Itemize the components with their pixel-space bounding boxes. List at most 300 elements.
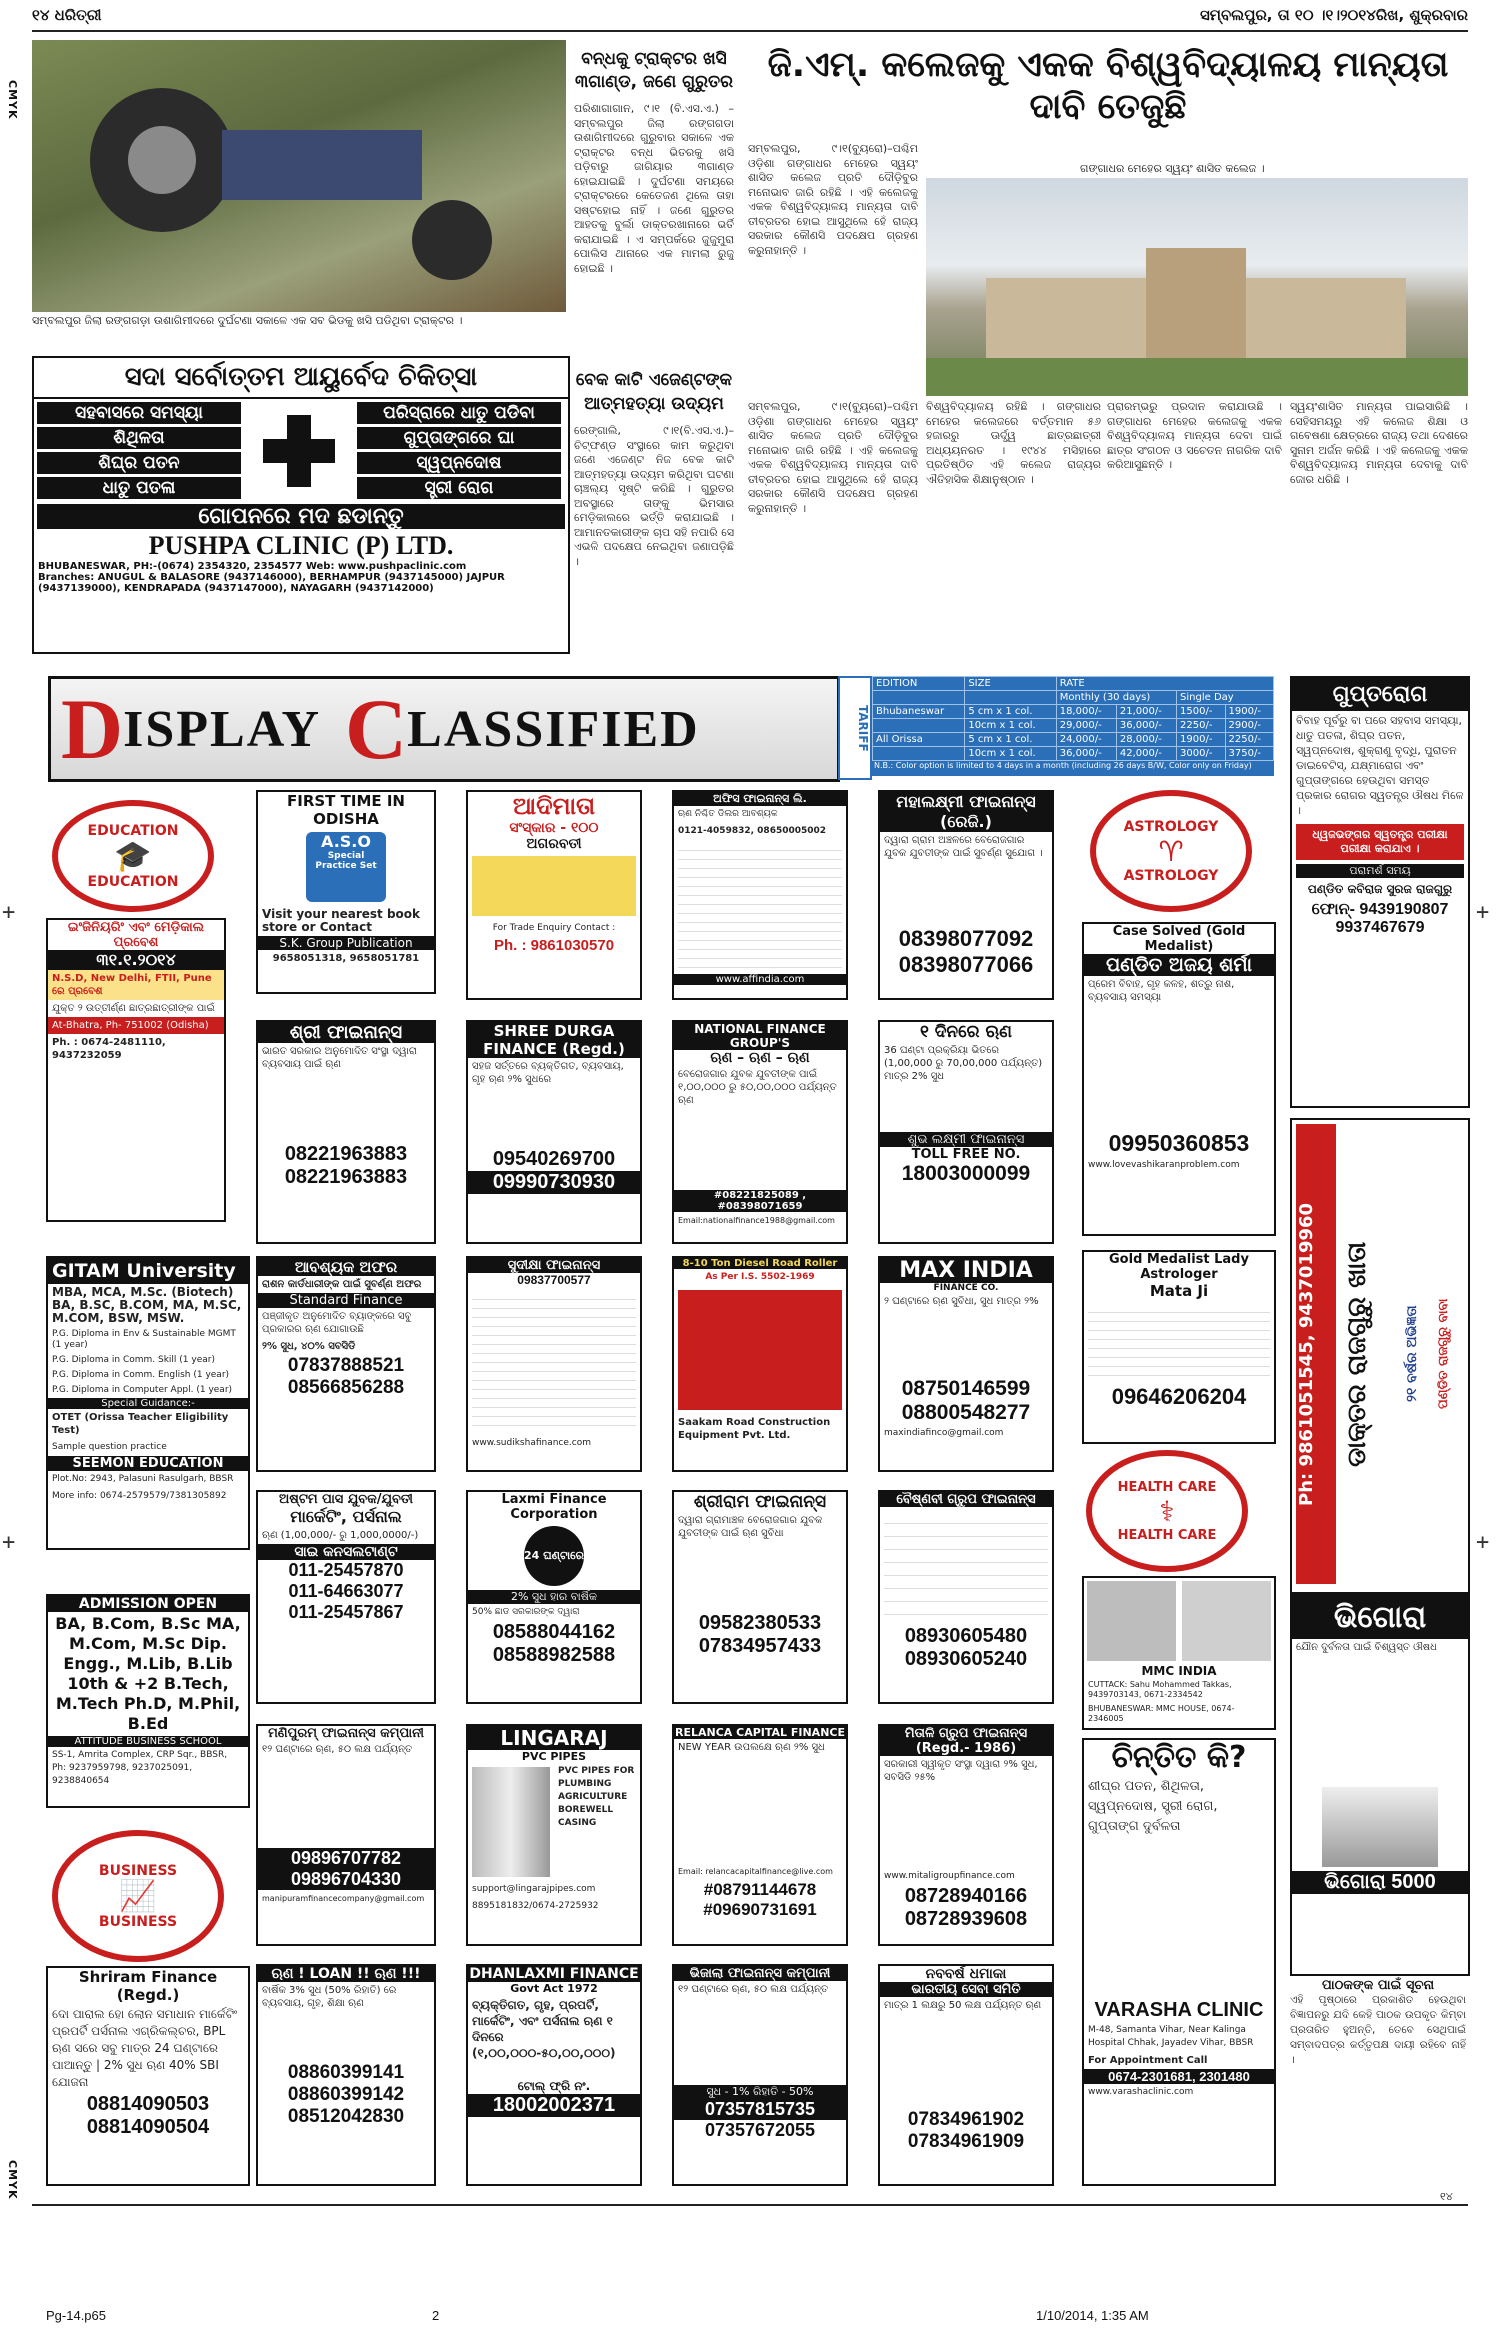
adimata-sub2: ଅଗରବତୀ bbox=[526, 836, 582, 852]
gitam-special: Special Guidance:- bbox=[48, 1398, 248, 1409]
adimata-ad bbox=[466, 790, 642, 1000]
astam-name: ସାଇ କନସଲଟାଣ୍ଟ bbox=[258, 1544, 434, 1560]
readers-note bbox=[1290, 1978, 1466, 2182]
readers-text: ଏହି ପୃଷ୍ଠାରେ ପ୍ରକାଶିତ ହେଉଥିବା ବିଜ୍ଞାପନରୁ ଯଦି କେହି ପାଠକ ଉପକୃତ କିମ୍ବା ପ୍ରତାରିତ ହୁଅନ୍ତି, ତେବେ ସେଥିପାଇଁ ସମ୍ବାଦପତ୍ର କର୍ତ୍ତୃପକ୍ଷ ଦାୟୀ ରହିବେ ନାହିଁ । bbox=[1290, 1994, 1466, 2066]
cmyk-mark-top: CMYK bbox=[6, 80, 19, 120]
sriram-finance-phone: 07834957433 bbox=[698, 1635, 822, 1657]
laxmi-phone: 08588044162 bbox=[492, 1621, 616, 1643]
pushpa-contact: BHUBANESWAR, PH:-(0674) 2354320, 2354577 Web: www.pushpaclinic.com bbox=[38, 561, 467, 572]
rate-cell: 5 cm x 1 col. bbox=[965, 733, 1056, 747]
sri-finance-phone: 08221963883 bbox=[284, 1143, 408, 1165]
pushpa-branches: Branches: ANUGUL & BALASORE (9437146000), BERHAMPUR (9437145000) JAJPUR (9437139000), KENDRAPADA (9437147000), NAYAGARH (9437142000) bbox=[38, 572, 505, 594]
bhigora-title: ଭିଗୋରା bbox=[1292, 1596, 1468, 1639]
mahalaxmi-title: ମହାଲକ୍ଷ୍ମୀ ଫାଇନାନ୍ସ (ରେଜି.) bbox=[880, 792, 1052, 832]
rate-table bbox=[872, 676, 1274, 761]
manipuram-phone: 09896707782 bbox=[258, 1848, 434, 1869]
mitali-phone: 08728940166 bbox=[904, 1885, 1028, 1907]
varasha-name: VARASHA CLINIC bbox=[1094, 1999, 1264, 2021]
adimata-text: For Trade Enquiry Contact : bbox=[492, 923, 616, 933]
loan-offer-phone: 08512042830 bbox=[287, 2106, 405, 2127]
shriram-title: Shriram Finance (Regd.) bbox=[78, 1968, 218, 2004]
dhanlaxmi-phone: 18002002371 bbox=[468, 2094, 640, 2117]
bhijala-text2: ସୁଧ - 1% ରିହାତି - 50% bbox=[674, 2085, 846, 2099]
case-solved-phone: 09950360853 bbox=[1108, 1130, 1250, 1156]
gitam-list-item: P.G. Diploma in Computer Appl. (1 year) bbox=[52, 1385, 233, 1395]
pushpa-left-item: ଧାତୁ ପତଳା bbox=[37, 477, 241, 499]
vaishnavi-phone: 08930605480 bbox=[904, 1625, 1028, 1647]
first-time-phone: 9658051318, 9658051781 bbox=[272, 953, 420, 964]
astam-phone: 011-25457870 bbox=[288, 1560, 404, 1580]
banner-display: ISPLAY bbox=[123, 700, 322, 758]
hindi-ad-text: N.S.D, New Delhi, FTII, Pune ରେ ପ୍ରବେଶ bbox=[48, 970, 224, 1000]
gitam-title: GITAM University bbox=[48, 1258, 248, 1284]
incense-pack-illustration bbox=[472, 856, 636, 916]
story1-body: ପରିଶାଗାଗାନ, ୯।୧ (ବି.ଏସ.ଏ.) – ସମ୍ବଲପୁର ଜିଲା ରଙ୍ଗଗଡା ଉଶାଗିମୀଦରେ ଗୁରୁବାର ସକାଳେ ଏକ ଟ୍ରାକ୍ଟର ବନ୍ଧ ଭିତରକୁ ଖସି ପଡ଼ିବାରୁ ଜାଗିୟାର ୩ଗାଣ୍ଡ ହୋଇଯାଇଛି । ଦୁର୍ଘଟଣା ସମୟରେ ଟ୍ରାକ୍ଟରରେ କେତେଜଣ ଥିଲେ ତାହା ସଷ୍ଟହୋଇ ନାହିଁ । ଜଣେ ଗୁରୁତର ଆହତକୁ ବୁର୍ଲା ଡାକ୍ତରଖାନାରେ ଭର୍ତି କରାଯାଇଛି । ଏ ସମ୍ପର୍କରେ ଜୁଜୁମୁରା ପୋଲିସ ଥାନାରେ ଏକ ମାମଲା ରୁଜୁ ହୋଇଛି । bbox=[574, 102, 734, 275]
hindi-education-ad bbox=[46, 918, 226, 1222]
shree-durga-text: ସହଜ ସର୍ତ୍ତରେ ବ୍ୟକ୍ତିଗତ, ବ୍ୟବସାୟ, ଗୃହ ଋଣ ୨% ସୁଧରେ bbox=[472, 1061, 624, 1085]
rate-cell: 28,000/- bbox=[1116, 733, 1176, 747]
dhanlaxmi-ad bbox=[466, 1964, 642, 2186]
road-roller-name: Saakam Road Construction Equipment Pvt. Ltd. bbox=[678, 1417, 831, 1441]
college-photo bbox=[926, 178, 1468, 396]
admission-courses: BA, B.Com, B.Sc MA, M.Com, M.Sc Dip. Engg., M.Lib, B.Lib 10th & +2 B.Tech, M.Tech Ph.D, M.Phil, B.Ed bbox=[55, 1614, 241, 1733]
rate-cell: 3750/- bbox=[1225, 747, 1274, 761]
alphabet-ad bbox=[672, 790, 848, 1000]
max-india-text: ୨ ଘଣ୍ଟାରେ ଋଣ ସୁବିଧା, ସୁଧ ମାତ୍ର ୨% bbox=[884, 1296, 1039, 1307]
gold-medalist-title: Gold Medalist Lady Astrologer bbox=[1109, 1252, 1249, 1282]
banner-c: C bbox=[345, 681, 408, 777]
gitam-addr: Plot.No: 2943, Palasuni Rasulgarh, BBSR bbox=[52, 1474, 234, 1484]
national-finance-ad bbox=[672, 1020, 848, 1244]
varasha-phone: 0674-2301681, 2301480 bbox=[1084, 2069, 1274, 2084]
chintit-text: ଶୀଘ୍ର ପତନ, ଶିଥିଳତା, ସ୍ୱପ୍ନଦୋଷ, ସ୍ତ୍ରୀ ରୋଗ, ଗୁପ୍ତାଙ୍ଗ ଦୁର୍ବଳତା bbox=[1088, 1779, 1218, 1834]
hindi-ad-phone: Ph. : 0674-2481110, 9437232059 bbox=[52, 1037, 166, 1061]
case-solved-name: ପଣ୍ଡିତ ଅଜୟ ଶର୍ମା bbox=[1084, 954, 1274, 976]
road-roller-ad bbox=[672, 1256, 848, 1472]
dhanlaxmi-phone-label: ଟୋଲ୍ ଫ୍ରି ନଂ. bbox=[517, 2079, 591, 2093]
mahalaxmi-phone: 08398077066 bbox=[898, 952, 1034, 977]
pushpa-clinic-ad bbox=[32, 356, 570, 654]
sriram-finance-title: ଶ୍ରୀରାମ ଫାଇନାନ୍ସ bbox=[693, 1492, 827, 1512]
shree-durga-phone: 09990730930 bbox=[468, 1171, 640, 1194]
crop-mark-left-2: + bbox=[2, 1530, 16, 1555]
manipuram-ad bbox=[256, 1724, 436, 1946]
astrology-title: ASTROLOGY bbox=[1123, 818, 1219, 835]
banner-d: D bbox=[61, 681, 124, 777]
nababarsha-phone: 07834961909 bbox=[907, 2131, 1025, 2152]
rate-row bbox=[873, 733, 1274, 747]
gitam-courses: MBA, MCA, M.Sc. (Biotech) BA, B.SC, B.COM, MA, M.SC, M.COM, BSW, MSW. bbox=[52, 1285, 242, 1325]
aabashyak-phone: 07837888521 bbox=[287, 1355, 405, 1376]
gitam-list-item: P.G. Diploma in Comm. Skill (1 year) bbox=[52, 1355, 215, 1365]
bhijala-phone: 07357815735 bbox=[674, 2099, 846, 2120]
mmc-text: CUTTACK: Sahu Mohammed Takkas, 9439703143, 0671-2334542 bbox=[1088, 1680, 1232, 1699]
sriram-finance-text: ଦ୍ୱାରା ଗ୍ରାମାଞ୍ଚଳ ବେରୋଜଗାର ଯୁବକ ଯୁବତୀଙ୍କ ପାଇଁ ଋଣ ସୁବିଧା bbox=[678, 1515, 823, 1539]
shree-durga-ad bbox=[466, 1020, 642, 1244]
chart-growth-icon: 📈 bbox=[119, 1878, 157, 1914]
shriram-regd-ad bbox=[46, 1966, 250, 2186]
medicine-bottle-icon bbox=[1322, 1787, 1438, 1867]
bhigora-text: ଯୌନ ଦୁର୍ବଳତା ପାଇଁ ବିଶ୍ୱସ୍ତ ଔଷଧ bbox=[1296, 1642, 1437, 1653]
rate-row bbox=[873, 705, 1274, 719]
vaishnavi-list bbox=[884, 1511, 1048, 1621]
one-day-loan-ad bbox=[878, 1020, 1054, 1244]
crop-mark-left: + bbox=[2, 900, 16, 925]
shriram-phone: 08814090503 bbox=[86, 2093, 210, 2115]
health-care-title: HEALTH CARE bbox=[1117, 1479, 1217, 1495]
gupta-doctor: ପଣ୍ଡିତ କବିରାଜ ସୁରଜ ରାଜଗୁରୁ bbox=[1307, 882, 1453, 896]
alphabet-web: www.affindia.com bbox=[674, 974, 846, 985]
max-india-email: maxindiafinco@gmail.com bbox=[884, 1428, 1004, 1438]
story1-headline: ବନ୍ଧକୁ ଟ୍ରାକ୍ଟର ଖସି ୩ଗାଣ୍ଡ, ଜଣେ ଗୁରୁତର bbox=[574, 49, 734, 92]
pipe-icon bbox=[472, 1767, 550, 1877]
rate-head: EDITION bbox=[873, 677, 965, 691]
astam-phone: 011-25457867 bbox=[288, 1602, 404, 1622]
rate-cell: 10cm x 1 col. bbox=[965, 747, 1056, 761]
business-sub: BUSINESS bbox=[98, 1913, 178, 1930]
rate-cell: 5 cm x 1 col. bbox=[965, 705, 1056, 719]
mmc-title: MMC INDIA bbox=[1141, 1664, 1217, 1678]
aso-badge bbox=[306, 832, 386, 902]
rate-cell: 1500/- bbox=[1177, 705, 1225, 719]
laxmi-text: 2% ସୁଧ ହାର ବାର୍ଷିକ bbox=[468, 1590, 640, 1604]
varasha-clinic-ad bbox=[1082, 1738, 1276, 2186]
one-day-phone-label: TOLL FREE NO. bbox=[911, 1147, 1021, 1162]
medical-cross-icon bbox=[244, 399, 354, 502]
manipuram-email: manipuramfinancecompany@gmail.com bbox=[262, 1894, 425, 1903]
gupta-body: ବିବାହ ପୂର୍ବରୁ ବା ପରେ ସହବାସ ସମସ୍ୟା, ଧାତୁ ପତଳା, ଶିଘ୍ର ପତନ, ସ୍ୱପ୍ନଦୋଷ, ଶୁକ୍ରାଣୁ ବୃଦ୍ଧି, ପୁରାତନ ଡାଇବେଟିସ୍, ଯକ୍ଷ୍ମାରୋଗ ଏବଂ ଗୁପ୍ତାଙ୍ଗରେ ହେଉଥିବା ସମସ୍ତ ପ୍ରକାର ରୋଗର ସ୍ୱତନ୍ତ୍ର ଔଷଧ ମିଳେ । bbox=[1296, 714, 1464, 817]
page-header bbox=[32, 0, 1468, 32]
person-photo bbox=[1087, 1581, 1176, 1661]
bhijala-ad bbox=[672, 1964, 848, 2186]
bottom-rule bbox=[32, 2204, 1468, 2206]
bhigora-ad bbox=[1290, 1594, 1470, 1976]
pushpa-right-item: ସ୍ୱପ୍ନଦୋଷ bbox=[357, 452, 561, 474]
national-title: NATIONAL FINANCE GROUP'S bbox=[674, 1022, 846, 1050]
first-time-ad bbox=[256, 790, 436, 994]
bhigora-phone: ଭିଗୋରା 5000 bbox=[1292, 1871, 1468, 1894]
shree-durga-phone: 09540269700 bbox=[492, 1148, 616, 1170]
banner-classified: LASSIFIED bbox=[407, 700, 700, 758]
gold-medalist-list bbox=[1088, 1304, 1270, 1380]
mitali-title: ମିତାଳି ଗ୍ରୁପ ଫାଇନାନ୍ସ (Regd.- 1986) bbox=[880, 1726, 1052, 1756]
varasha-addr: M-48, Samanta Vihar, Near Kalinga Hospital Chhak, Jayadev Vihar, BBSR bbox=[1088, 2025, 1254, 2048]
rate-cell: 29,000/- bbox=[1056, 719, 1116, 733]
sudiksha-phone: 09837700577 bbox=[517, 1273, 591, 1287]
rate-cell: 24,000/- bbox=[1056, 733, 1116, 747]
rate-cell: 3000/- bbox=[1177, 747, 1225, 761]
gupta-slogan: ଧ୍ୱଜଭଙ୍ଗର ସ୍ୱତନ୍ତ୍ର ପରୀକ୍ଷା ପରୀକ୍ଷା କରାଯାଏ । bbox=[1296, 824, 1464, 860]
mahalaxmi-phone: 08398077092 bbox=[898, 926, 1034, 951]
dhanlaxmi-text: ବ୍ୟକ୍ତିଗତ, ଗୃହ, ପ୍ରପର୍ଟି, ମାର୍କେଟିଂ, ଏବଂ ପର୍ସନାଲ ଋଣ ୧ ଦିନରେ (୧,୦୦,୦୦୦-୫୦,୦୦,୦୦୦) bbox=[472, 1998, 616, 2060]
nababarsha-text: ମାତ୍ର 1 ଲକ୍ଷରୁ 50 ଲକ୍ଷ ପର୍ଯ୍ୟନ୍ତ ଋଣ bbox=[884, 2000, 1042, 2011]
astam-pass-ad bbox=[256, 1490, 436, 1704]
national-sub: ଋଣ – ଋଣ – ଋଣ bbox=[710, 1050, 810, 1066]
mahalaxmi-ad bbox=[878, 790, 1054, 1000]
nababarsha-ad bbox=[878, 1964, 1054, 2186]
nababarsha-title: ନବବର୍ଷ ଧମାକା bbox=[925, 1966, 1007, 1982]
admission-org: ATTITUDE BUSINESS SCHOOL bbox=[48, 1736, 248, 1747]
laxmi-phone: 08588982588 bbox=[492, 1644, 616, 1666]
pushpa-name: PUSHPA CLINIC (P) LTD. bbox=[148, 531, 454, 560]
page-footer bbox=[0, 2296, 1500, 2334]
story3-headline: ବେକ କାଟି ଏଜେଣ୍ଟଙ୍କ ଆତ୍ମହତ୍ୟା ଉଦ୍ୟମ bbox=[575, 370, 733, 414]
person-photo bbox=[1182, 1581, 1271, 1661]
mitali-ad bbox=[878, 1724, 1054, 1946]
gold-medalist-name: Mata Ji bbox=[1149, 1282, 1209, 1300]
chintit-title: ଚିନ୍ତିତ କି? bbox=[1111, 1740, 1247, 1775]
case-solved-web: www.lovevashikaranproblem.com bbox=[1088, 1160, 1240, 1170]
rajguru-phones: Ph: 9861051545, 9437019960 bbox=[1296, 1124, 1336, 1584]
sudiksha-title: ସୁଦୀକ୍ଷା ଫାଇନାନ୍ସ bbox=[468, 1258, 640, 1273]
road-roller-icon bbox=[678, 1290, 842, 1410]
astrology-sub: ASTROLOGY bbox=[1123, 867, 1219, 884]
caduceus-icon: ⚕ bbox=[1159, 1494, 1175, 1528]
rajguru-ad bbox=[1290, 1118, 1470, 1594]
rate-row bbox=[873, 719, 1274, 733]
sudiksha-phone-list bbox=[472, 1291, 636, 1431]
pushpa-left-item: ସହବାସରେ ସମସ୍ୟା bbox=[37, 402, 241, 424]
varasha-web: www.varashaclinic.com bbox=[1088, 2087, 1194, 2097]
pushpa-right-item: ସ୍ତ୍ରୀ ରୋଗ bbox=[357, 477, 561, 499]
mahalaxmi-text: ଦ୍ୱାରା ଗ୍ରାମ ଅଞ୍ଚଳରେ ବେରୋଜଗାର ଯୁବକ ଯୁବତୀଙ୍କ ପାଇଁ ସୁବର୍ଣ୍ଣ ସୁଯୋଗ । bbox=[884, 835, 1043, 859]
rate-cell: Bhubaneswar bbox=[873, 705, 965, 719]
astam-title: ଅଷ୍ଟମ ପାସ ଯୁବକ/ଯୁବତୀ bbox=[279, 1492, 413, 1507]
case-solved-title: Case Solved (Gold Medalist) bbox=[1112, 924, 1246, 954]
case-solved-ad bbox=[1082, 922, 1276, 1236]
sudiksha-ad bbox=[466, 1256, 642, 1472]
rate-row bbox=[873, 747, 1274, 761]
crop-mark-right-2: + bbox=[1476, 1530, 1490, 1555]
laxmi-finance-ad bbox=[466, 1490, 642, 1704]
lingaraj-sub: PVC PIPES bbox=[521, 1750, 587, 1763]
nababarsha-phone: 07834961902 bbox=[907, 2109, 1025, 2130]
bhijala-title: ଭିଜାଲା ଫାଇନାନ୍ସ କମ୍ପାନୀ bbox=[674, 1966, 846, 1981]
bhijala-phone: 07357672055 bbox=[704, 2120, 816, 2140]
gitam-list-item: P.G. Diploma in Comm. English (1 year) bbox=[52, 1370, 230, 1380]
admission-title: ADMISSION OPEN bbox=[48, 1596, 248, 1612]
graduation-cap-icon: 🎓 bbox=[114, 838, 152, 874]
alphabet-text: ଋଣ ନିଶ୍ଚିତ ଡିଲର ଆବଶ୍ୟକ bbox=[678, 809, 778, 819]
max-india-title: MAX INDIA bbox=[880, 1258, 1052, 1283]
cmyk-mark-bottom: CMYK bbox=[6, 2160, 19, 2200]
one-day-title: ୧ ଦିନରେ ଋଣ bbox=[919, 1022, 1013, 1042]
story2-col2: ବିଶ୍ୱବିଦ୍ୟାଳୟ ରହିଛି । ଗଙ୍ଗାଧର ମେହେର କଲେଜରେ ବର୍ତ୍ତମାନ ୫୬ ହଜାରରୁ ଊର୍ଦ୍ଧ୍ୱ ଛାତ୍ରଛାତ୍ରୀ ଅଧ୍ୟୟନରତ । ୧୯୪୪ ମସିହାରେ ପ୍ରତିଷ୍ଠିତ ଏହି କଲେଜ ରାଜ୍ୟର ଐତିହାସିକ ଶିକ୍ଷାନୁଷ୍ଠାନ । bbox=[926, 400, 1101, 486]
footer-page: 2 bbox=[432, 2308, 440, 2323]
rate-cell: 1900/- bbox=[1177, 733, 1225, 747]
astrology-emblem bbox=[1090, 790, 1252, 912]
rate-cell: 2900/- bbox=[1225, 719, 1274, 733]
manipuram-phone: 09896704330 bbox=[258, 1869, 434, 1890]
footer-file: Pg-14.p65 bbox=[46, 2308, 106, 2323]
gold-medalist-phone: 09646206204 bbox=[1111, 1384, 1247, 1409]
vaishnavi-title: ବୈଷ୍ଣବୀ ଗ୍ରୁପ ଫାଇନାନ୍ସ bbox=[880, 1492, 1052, 1507]
pushpa-right-item: ଗୁପ୍ତାଙ୍ଗରେ ଘା bbox=[357, 427, 561, 449]
mmc-india-ad bbox=[1082, 1576, 1276, 1730]
gupta-phone: ଫୋନ୍- 9439190807 bbox=[1311, 901, 1449, 918]
loan-offer-ad bbox=[256, 1964, 436, 2186]
story2-col4: ସ୍ୱୟଂଶାସିତ ମାନ୍ୟତା ପାଇସାରିଛି । ସେହିସମୟରୁ ଏହି କଲେଜ ଶିକ୍ଷା ଓ ଗବେଷଣା କ୍ଷେତ୍ରରେ ରାଜ୍ୟ ତଥା ଦେଶରେ ସୁନାମ ଅର୍ଜନ କରିଛି । ଏହି କଲେଜକୁ ଏକକ ବିଶ୍ୱବିଦ୍ୟାଳୟ ମାନ୍ୟତା ଦେବାକୁ ଦାବି ଜୋର ଧରିଛି । bbox=[1290, 400, 1468, 486]
one-day-phone: 18003000099 bbox=[901, 1162, 1031, 1185]
vaishnavi-phone: 08930605240 bbox=[904, 1648, 1028, 1670]
story2-col1: ସମ୍ବଲପୁର, ୯।୧(ବ୍ୟୁରୋ)–ପଶ୍ଚିମ ଓଡ଼ିଶା ଗଙ୍ଗାଧର ମେହେର ସ୍ୱୟଂ ଶାସିତ କଲେଜ ପ୍ରତି ଦୌଡ଼ିବୁର ମନୋଭାବ ଜାରି ରହିଛି । ଏହି କଲେଜକୁ ଏକକ ବିଶ୍ୱବିଦ୍ୟାଳୟ ମାନ୍ୟତା ଦାବି ତୀବ୍ରତର ହୋଇ ଆସୁଥିଲେ ହେଁ ରାଜ୍ୟ ସରକାର କୌଣସି ପଦକ୍ଷେପ ଗ୍ରହଣ କରୁନାହାନ୍ତି । bbox=[748, 142, 918, 257]
tractor-illustration bbox=[32, 40, 566, 312]
sudiksha-web: www.sudikshafinance.com bbox=[472, 1438, 592, 1448]
story1-caption: ସମ୍ବଲପୁର ଜିଲା ରଙ୍ଗଗଡ଼ା ଉଶାଗିମୀଦରେ ଦୁର୍ଘଟଣା ସକାଳେ ଏକ ସବ ଭିଡକୁ ଖସି ପଡିଥିବା ଟ୍ରାକ୍ଟର । bbox=[32, 314, 463, 327]
admission-ad bbox=[46, 1594, 250, 1808]
lingaraj-title: LINGARAJ bbox=[468, 1726, 640, 1750]
rate-cell: 36,000/- bbox=[1116, 719, 1176, 733]
rate-sub: Monthly (30 days) bbox=[1056, 691, 1176, 705]
zodiac-icon: ♈ bbox=[1158, 834, 1184, 868]
sriram-finance-phone: 09582380533 bbox=[698, 1612, 822, 1634]
loan-offer-text: ବାର୍ଷିକ 3% ସୁଧ (50% ରିହାତି) ରେ ବ୍ୟବସାୟ, ଗୃହ, ଶିକ୍ଷା ଋଣ bbox=[262, 1985, 397, 2009]
gupta-phone: 9937467679 bbox=[1335, 919, 1425, 936]
date-line: ସମ୍ବଲପୁର, ତା ୧୦ ।୧।୨୦୧୪ରିଖ, ଶୁକ୍ରବାର bbox=[1199, 6, 1468, 24]
gitam-ad bbox=[46, 1256, 250, 1550]
rate-cell: 36,000/- bbox=[1056, 747, 1116, 761]
tractor-accident-photo bbox=[32, 40, 566, 312]
adimata-title: ଆଦିମାତା bbox=[512, 792, 596, 820]
shree-durga-title: SHREE DURGA FINANCE (Regd.) bbox=[468, 1022, 640, 1058]
gold-medalist-ad bbox=[1082, 1250, 1276, 1444]
lingaraj-text: PVC PIPES FOR PLUMBING AGRICULTURE BOREWELL CASING bbox=[558, 1766, 635, 1828]
rate-sub: Single Day bbox=[1177, 691, 1274, 705]
story3-body: ରେଙ୍ଗାଲି, ୯।୧(ବି.ଏସ.ଏ.)–ଚିଟ୍‌ଫଣ୍ଡ ସଂସ୍ଥାରେ କାମ କରୁଥିବା ଜଣେ ଏଜେଣ୍ଟ ନିଜ ବେକ କାଟି ଆତ୍ମହତ୍ୟା ଉଦ୍ୟମ କରିଥିବା ଘଟଣା ଚାଞ୍ଚଲ୍ୟ ସୃଷ୍ଟି କରିଛି । ଗୁରୁତର ଅବସ୍ଥାରେ ତାଙ୍କୁ ଭିମସାର ମେଡ଼ିକାଲରେ ଭର୍ତ୍ତି କରାଯାଇଛି । ଆମାନତକାରୀଙ୍କ ଚାପ ସହି ନପାରି ସେ ଏଭଳି ପଦକ୍ଷେପ ନେଇଥିବା ଜଣାପଡ଼ିଛି । bbox=[574, 424, 734, 568]
story2-col1b: ସମ୍ବଲପୁର, ୯।୧(ବ୍ୟୁରୋ)–ପଶ୍ଚିମ ଓଡ଼ିଶା ଗଙ୍ଗାଧର ମେହେର ସ୍ୱୟଂ ଶାସିତ କଲେଜ ପ୍ରତି ଦୌଡ଼ିବୁର ମନୋଭାବ ଜାରି ରହିଛି । ଏହି କଲେଜକୁ ଏକକ ବିଶ୍ୱବିଦ୍ୟାଳୟ ମାନ୍ୟତା ଦାବି ତୀବ୍ରତର ହୋଇ ଆସୁଥିଲେ ହେଁ ରାଜ୍ୟ ସରକାର କୌଣସି ପଦକ୍ଷେପ ଗ୍ରହଣ କରୁନାହାନ୍ତି । bbox=[748, 400, 918, 515]
story2-col3: ପ୍ରାରମ୍ଭରୁ ପ୍ରଦାନ କରାଯାଉଛି । ଗଙ୍ଗାଧର ମେହେର କଲେଜକୁ ଏକକ ବିଶ୍ୱବିଦ୍ୟାଳୟ ମାନ୍ୟତା ଦେବା ପାଇଁ ଛାତ୍ର ସଂଗଠନ ଓ ସଚେତନ ନାଗରିକ ଦାବି କରିଆସୁଛନ୍ତି । bbox=[1107, 400, 1282, 471]
admission-addr: SS-1, Amrita Complex, CRP Sqr., BBSR, Ph: 9237959798, 9237025091, 9238840654 bbox=[52, 1750, 228, 1786]
page-number: ୧୪ ଧରିତ୍ରୀ bbox=[32, 6, 102, 24]
rate-head: RATE bbox=[1056, 677, 1273, 691]
lingaraj-ad bbox=[466, 1724, 642, 1946]
national-email: Email:nationalfinance1988@gmail.com bbox=[678, 1216, 835, 1225]
rajguru-sub: ୨୧ ବର୍ଷର ଅଭିଜ୍ଞତା bbox=[1404, 1305, 1420, 1403]
nababarsha-sub: ଭାରତୀୟ ସେବା ସମିତି bbox=[880, 1982, 1052, 1997]
rate-cell: All Orissa bbox=[873, 733, 965, 747]
mitali-web: www.mitaligroupfinance.com bbox=[884, 1871, 1015, 1881]
loan-offer-phone: 08860399141 bbox=[287, 2062, 405, 2083]
hindi-ad-text2: ଯୁକ୍ତ ୨ ଉତ୍ତୀର୍ଣ୍ଣ ଛାତ୍ରଛାତ୍ରୀଙ୍କ ପାଇଁ bbox=[52, 1003, 215, 1014]
hindi-ad-title: ଇଂଜିନିୟରିଂ ଏବଂ ମେଡ଼ିକାଲ ପ୍ରବେଶ bbox=[67, 920, 205, 950]
aso-badge-sub: Special Practice Set bbox=[315, 851, 377, 871]
relanca-phone: #08791144678 bbox=[703, 1880, 817, 1899]
bhijala-text: ୧୨ ଘଣ୍ଟାରେ ଋଣ, ୫୦ ଲକ୍ଷ ପର୍ଯ୍ୟନ୍ତ bbox=[678, 1984, 829, 1995]
manipuram-text: ୧୨ ଘଣ୍ଟାରେ ଋଣ, ୫୦ ଲକ୍ଷ ପର୍ଯ୍ୟନ୍ତ bbox=[262, 1744, 413, 1755]
rate-head: SIZE bbox=[965, 677, 1056, 691]
gitam-more: More info: 0674-2579579/7381305892 bbox=[52, 1491, 227, 1501]
readers-title: ପାଠକଙ୍କ ପାଇଁ ସୂଚନା bbox=[1321, 1978, 1435, 1993]
mmc-text2: BHUBANESWAR: MMC HOUSE, 0674-2346005 bbox=[1088, 1704, 1235, 1723]
astam-phone: 011-64663077 bbox=[288, 1581, 404, 1601]
sri-finance-text: ଭାରତ ସରକାର ଅନୁମୋଦିତ ସଂସ୍ଥା ଦ୍ୱାରା ବ୍ୟବସାୟ ପାଇଁ ଋଣ bbox=[262, 1046, 417, 1070]
varasha-appt: For Appointment Call bbox=[1088, 2055, 1208, 2066]
page-corner: ୧୪ bbox=[1440, 2190, 1453, 2203]
aso-badge-text: A.S.O bbox=[321, 832, 371, 851]
college-photo-caption: ଗଙ୍ଗାଧର ମେହେର ସ୍ୱୟଂ ଶାସିତ କଲେଜ । bbox=[1080, 162, 1265, 175]
pushpa-right-item: ପରିସ୍ରାରେ ଧାତୁ ପଡିବା bbox=[357, 402, 561, 424]
rate-note: N.B.: Color option is limited to 4 days in a month (including 26 days B/W, Color only on Friday) bbox=[874, 761, 1252, 770]
sri-finance-phone: 08221963883 bbox=[284, 1166, 408, 1188]
story2-headline: ଜି.ଏମ୍. କଲେଜକୁ ଏକକ ବିଶ୍ୱବିଦ୍ୟାଳୟ ମାନ୍ୟତା ଦାବି ତେଜୁଛି bbox=[767, 45, 1449, 127]
adimata-sub: ସଂସ୍କାର - ୧୦୦ bbox=[509, 820, 599, 836]
gitam-list-item: P.G. Diploma in Env & Sustainable MGMT (1 year) bbox=[52, 1329, 236, 1350]
alphabet-list bbox=[678, 842, 842, 972]
sriram-finance-ad bbox=[672, 1490, 848, 1704]
relanca-ad bbox=[672, 1724, 848, 1946]
education-sub: EDUCATION bbox=[87, 873, 179, 890]
aabashyak-phone: 08566856288 bbox=[287, 1377, 405, 1398]
rate-cell bbox=[873, 747, 965, 761]
rajguru-title: ପଣ୍ଡିତ ରାଜଗୁରୁ ବାବା bbox=[1436, 1298, 1451, 1410]
pushpa-right-list bbox=[354, 399, 564, 502]
one-day-text: 36 ଘଣ୍ଟା ପ୍ରକ୍ରିୟା ଭିତରେ (1,00,000 ରୁ 70,00,000 ପର୍ଯ୍ୟନ୍ତ) ମାତ୍ର 2% ସୁଧ bbox=[884, 1045, 1043, 1082]
max-india-phone: 08750146599 bbox=[901, 1377, 1031, 1400]
footer-timestamp: 1/10/2014, 1:35 AM bbox=[1036, 2308, 1149, 2323]
lingaraj-phone: 8895181832/0674-2725932 bbox=[472, 1901, 599, 1911]
first-time-name: S.K. Group Publication bbox=[258, 936, 434, 950]
health-care-emblem bbox=[1086, 1450, 1248, 1572]
crop-mark-right: + bbox=[1476, 900, 1490, 925]
health-care-sub: HEALTH CARE bbox=[1117, 1527, 1217, 1543]
aabashyak-text: ରାଶନ କାର୍ଡଧାରୀଙ୍କ ପାଇଁ ସୁବର୍ଣ୍ଣ ଅଫର bbox=[262, 1279, 422, 1290]
astam-text: ଋଣ (1,00,000/- ରୁ 1,000,0000/-) bbox=[262, 1530, 419, 1541]
alphabet-title: ଅଫିସ ଫାଇନାନ୍ସ ଲି. bbox=[674, 792, 846, 806]
dhanlaxmi-sub: Govt Act 1972 bbox=[510, 1982, 598, 1995]
rate-cell: 18,000/- bbox=[1056, 705, 1116, 719]
first-time-text: Visit your nearest book store or Contact bbox=[262, 907, 421, 934]
gupta-rog-ad bbox=[1290, 676, 1470, 1108]
relanca-title: RELANCA CAPITAL FINANCE bbox=[675, 1726, 845, 1739]
alphabet-phone: 0121-4059832, 08650005002 bbox=[678, 826, 827, 836]
business-emblem bbox=[52, 1830, 224, 1962]
max-india-ad bbox=[878, 1256, 1054, 1472]
loan-offer-title: ଋଣ ! LOAN !! ଋଣ !!! bbox=[258, 1966, 434, 1982]
gupta-consult: ପରାମର୍ଶ ସମୟ bbox=[1296, 864, 1464, 878]
rate-cell: 2250/- bbox=[1177, 719, 1225, 733]
rate-cell bbox=[873, 719, 965, 733]
pushpa-left-item: ଶିଥିଳତା bbox=[37, 427, 241, 449]
astam-sub: ମାର୍କେଟିଂ, ପର୍ସନାଲ bbox=[290, 1507, 402, 1526]
shriram-text: ଦୋ ପାରାଲ ହୋ ଲୋନ ସମାଧାନ ମାର୍କେଟିଂ ପ୍ରପର୍ଟି ପର୍ସନାଲ ଏଗ୍ରିକଲ୍ଚର, BPL ଋଣ ସରେ ସବୁ ମାତ୍ର 24 ଘଣ୍ଟାରେ ପାଆନ୍ତୁ | 2% ସୁଧ ଋଣ 40% SBI ଯୋଜନା bbox=[52, 2007, 238, 2089]
laxmi-title: Laxmi Finance Corporation bbox=[501, 1492, 607, 1522]
education-title: EDUCATION bbox=[87, 822, 179, 839]
aabashyak-text3: ୨% ସୁଧ, ୪୦% ସବସିଡି bbox=[262, 1341, 356, 1352]
shriram-phone: 08814090504 bbox=[86, 2116, 210, 2138]
rate-cell: 1900/- bbox=[1225, 705, 1274, 719]
rate-card bbox=[872, 676, 1274, 776]
sri-finance-ad bbox=[256, 1020, 436, 1244]
education-emblem bbox=[52, 800, 214, 912]
aabashyak-text2: ପଞ୍ଜୀକୃତ ଅନୁମୋଦିତ ବ୍ୟାଙ୍କରେ ସବୁ ପ୍ରକାରର ଋଣ ଯୋଗାଉଛି bbox=[262, 1311, 412, 1335]
rate-cell: 21,000/- bbox=[1116, 705, 1176, 719]
pushpa-left-list bbox=[34, 399, 244, 502]
road-roller-title: 8-10 Ton Diesel Road Roller bbox=[674, 1258, 846, 1269]
aabashyak-title: ଆବଶ୍ୟକ ଅଫର bbox=[258, 1258, 434, 1276]
vaishnavi-ad bbox=[878, 1490, 1054, 1704]
loan-offer-phone: 08860399142 bbox=[287, 2084, 405, 2105]
lingaraj-email: support@lingarajpipes.com bbox=[472, 1884, 596, 1894]
max-india-sub: FINANCE CO. bbox=[933, 1283, 999, 1293]
hindi-ad-date: ୩୧.୧.୨୦୧୪ bbox=[48, 950, 224, 970]
gitam-otet-sub: Sample question practice bbox=[52, 1442, 167, 1452]
pushpa-banner: ସଦା ସର୍ବୋତ୍ତମ ଆୟୁର୍ବେଦ ଚିକିତ୍ସା bbox=[34, 358, 568, 399]
case-solved-text: ପ୍ରେମ ବିବାହ, ଗୃହ କଳହ, ଶତ୍ରୁ ନାଶ, ବ୍ୟବସାୟ ସମସ୍ୟା bbox=[1088, 979, 1235, 1003]
rate-cell: 10cm x 1 col. bbox=[965, 719, 1056, 733]
rate-cell: 42,000/- bbox=[1116, 747, 1176, 761]
aabashyak-ad bbox=[256, 1256, 436, 1472]
relanca-text: NEW YEAR ଉପଲକ୍ଷେ ଋଣ ୨% ସୁଧ bbox=[678, 1742, 825, 1753]
